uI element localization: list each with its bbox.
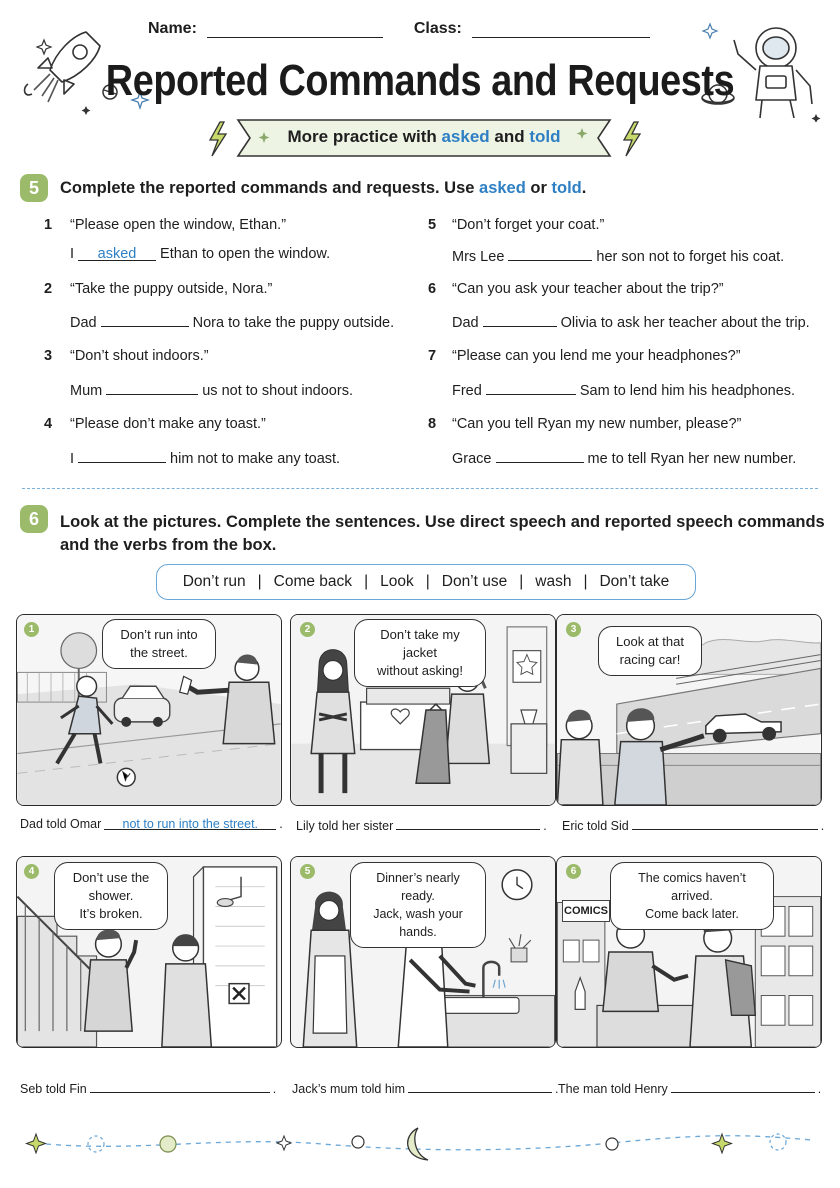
- item-subject: Fred: [452, 383, 482, 399]
- panel-caption-3: [562, 817, 824, 833]
- verb-wash: wash: [535, 573, 572, 590]
- item-subject: I: [70, 451, 75, 467]
- name-field[interactable]: [207, 37, 383, 38]
- bubble-line-2: without asking!: [377, 663, 463, 678]
- subtitle-told: told: [529, 127, 561, 146]
- item-number: 2: [44, 281, 53, 297]
- name-class-row: [148, 20, 650, 38]
- item-subject: Mum: [70, 383, 103, 399]
- subtitle-asked: asked: [441, 127, 490, 146]
- item-answer-line: [70, 312, 394, 331]
- subtitle: [236, 127, 612, 147]
- item-rest: Olivia to ask her teacher about the trip.: [560, 315, 810, 331]
- item-answer-line: [452, 380, 795, 399]
- panel-number-badge: 2: [300, 622, 315, 637]
- item-number: 8: [428, 416, 437, 432]
- item-rest: Sam to lend him his headphones.: [579, 383, 796, 399]
- section-5-instruction: [60, 179, 586, 198]
- answer-blank-4[interactable]: [78, 448, 166, 463]
- item-answer-line: [70, 246, 330, 262]
- answer-blank-6[interactable]: [483, 312, 557, 327]
- bubble-line-1: The comics haven’t arrived.: [638, 871, 746, 903]
- verb-separator: |: [257, 573, 262, 590]
- bubble-line-2: Come back later.: [645, 907, 739, 921]
- bubble-line-1: Don’t run into: [120, 627, 198, 642]
- verb-come-back: Come back: [273, 573, 353, 590]
- item-rest: us not to shout indoors.: [202, 383, 353, 399]
- bubble-line-2: It’s broken.: [79, 906, 143, 921]
- footer-decoration: [22, 1122, 818, 1166]
- name-label: Name:: [148, 20, 197, 37]
- item-quote: “Don’t shout indoors.”: [70, 348, 209, 364]
- item-subject: I: [70, 246, 75, 262]
- item-rest: Ethan to open the window.: [160, 246, 331, 262]
- item-subject: Dad: [70, 315, 97, 331]
- speech-bubble: [610, 862, 774, 930]
- section-6-instruction: [60, 511, 825, 557]
- answer-blank-7[interactable]: [486, 380, 576, 395]
- speech-bubble: [54, 862, 168, 930]
- panel-caption-6: [558, 1080, 821, 1096]
- section-divider: [22, 488, 818, 489]
- item-answer-line: [452, 448, 796, 467]
- instruction-or: or: [525, 179, 552, 197]
- caption-text: Jack’s mum told him: [292, 1082, 405, 1096]
- verb-separator: |: [364, 573, 369, 590]
- verb-box: [156, 564, 696, 600]
- answer-blank-2[interactable]: [101, 312, 189, 327]
- panel-number-badge: 5: [300, 864, 315, 879]
- item-answer-line: [452, 246, 784, 265]
- item-subject: Dad: [452, 315, 479, 331]
- instruction-line-1: Look at the pictures. Complete the sentences. Use direct speech and reported speech commands: [60, 513, 825, 531]
- panel-number-badge: 3: [566, 622, 581, 637]
- answer-blank-3[interactable]: [106, 380, 198, 395]
- item-answer-line: [70, 380, 353, 399]
- caption-period: .: [272, 1082, 277, 1096]
- caption-blank-5[interactable]: [408, 1080, 552, 1093]
- item-quote: “Please can you lend me your headphones?”: [452, 348, 741, 364]
- item-rest: him not to make any toast.: [170, 451, 341, 467]
- section-6-badge: 6: [20, 505, 48, 533]
- answer-blank-1[interactable]: [78, 246, 156, 261]
- lightning-right-icon: [618, 120, 644, 158]
- bubble-line-2: racing car!: [619, 652, 681, 667]
- caption-period: .: [555, 1082, 559, 1096]
- bubble-line-1: Dinner’s nearly ready.: [376, 871, 460, 903]
- verb-separator: |: [519, 573, 524, 590]
- caption-text: Eric told Sid: [562, 819, 629, 833]
- panel-caption-2: [296, 817, 547, 833]
- caption-period: .: [817, 1082, 822, 1096]
- item-number: 1: [44, 217, 53, 233]
- instruction-text: Complete the reported commands and requests. Use: [60, 179, 480, 197]
- caption-blank-1[interactable]: [104, 817, 276, 830]
- speech-bubble: [102, 619, 216, 669]
- item-number: 7: [428, 348, 437, 364]
- item-rest: Nora to take the puppy outside.: [192, 315, 395, 331]
- verb-look: Look: [380, 573, 414, 590]
- caption-period: .: [820, 819, 825, 833]
- speech-bubble: [350, 862, 486, 948]
- item-answer-line: [70, 448, 340, 467]
- item-number: 3: [44, 348, 53, 364]
- instruction-line-2: and the verbs from the box.: [60, 536, 277, 554]
- bubble-line-2: Jack, wash your hands.: [373, 907, 463, 939]
- subtitle-text: More practice with: [287, 127, 442, 146]
- verb-separator: |: [425, 573, 430, 590]
- bubble-line-1: Don’t use the shower.: [72, 870, 150, 903]
- panel-caption-4: [20, 1080, 276, 1096]
- item-rest: me to tell Ryan her new number.: [587, 451, 797, 467]
- caption-answer: not to run into the street.: [122, 817, 259, 831]
- answer-blank-8[interactable]: [496, 448, 584, 463]
- caption-text: Dad told Omar: [20, 817, 102, 831]
- item-quote: “Don’t forget your coat.”: [452, 217, 605, 233]
- item-quote: “Please open the window, Ethan.”: [70, 217, 287, 233]
- item-quote: “Please don’t make any toast.”: [70, 416, 266, 432]
- lightning-left-icon: [204, 120, 230, 158]
- caption-text: The man told Henry: [558, 1082, 668, 1096]
- caption-text: Lily told her sister: [296, 819, 394, 833]
- caption-blank-2[interactable]: [396, 817, 540, 830]
- speech-bubble: [598, 626, 702, 676]
- caption-blank-4[interactable]: [90, 1080, 270, 1093]
- item-quote: “Can you ask your teacher about the trip?”: [452, 281, 724, 297]
- verb-dont-run: Don’t run: [182, 573, 246, 590]
- caption-blank-6[interactable]: [671, 1080, 815, 1093]
- instruction-told: told: [551, 179, 582, 197]
- class-field[interactable]: [472, 37, 650, 38]
- caption-text: Seb told Fin: [20, 1082, 87, 1096]
- caption-period: .: [543, 819, 547, 833]
- class-label: Class:: [413, 20, 462, 37]
- comics-sign: COMICS: [562, 900, 610, 922]
- bubble-line-2: the street.: [130, 645, 188, 660]
- panel-caption-5: [292, 1080, 558, 1096]
- item-number: 5: [428, 217, 437, 233]
- caption-blank-3[interactable]: [632, 817, 818, 830]
- instruction-period: .: [581, 179, 587, 197]
- caption-period: .: [279, 817, 283, 831]
- page-title: Reported Commands and Requests: [105, 56, 735, 105]
- item-rest: her son not to forget his coat.: [596, 249, 785, 265]
- item-quote: “Take the puppy outside, Nora.”: [70, 281, 273, 297]
- answer-blank-5[interactable]: [508, 246, 592, 261]
- item-number: 6: [428, 281, 437, 297]
- panel-number-badge: 1: [24, 622, 39, 637]
- subtitle-and: and: [489, 127, 530, 146]
- panel-caption-1: [20, 817, 283, 831]
- item-quote: “Can you tell Ryan my new number, please?”: [452, 416, 742, 432]
- instruction-asked: asked: [479, 179, 526, 197]
- panel-number-badge: 6: [566, 864, 581, 879]
- answer-text: asked: [97, 246, 137, 262]
- item-answer-line: [452, 312, 810, 331]
- verb-separator: |: [583, 573, 588, 590]
- section-5-badge: 5: [20, 174, 48, 202]
- panel-number-badge: 4: [24, 864, 39, 879]
- bubble-line-1: Look at that: [616, 634, 684, 649]
- verb-dont-use: Don’t use: [441, 573, 508, 590]
- item-subject: Mrs Lee: [452, 249, 505, 265]
- verb-dont-take: Don’t take: [599, 573, 670, 590]
- item-number: 4: [44, 416, 53, 432]
- bubble-line-1: Don’t take my jacket: [380, 627, 460, 660]
- item-subject: Grace: [452, 451, 492, 467]
- speech-bubble: [354, 619, 486, 687]
